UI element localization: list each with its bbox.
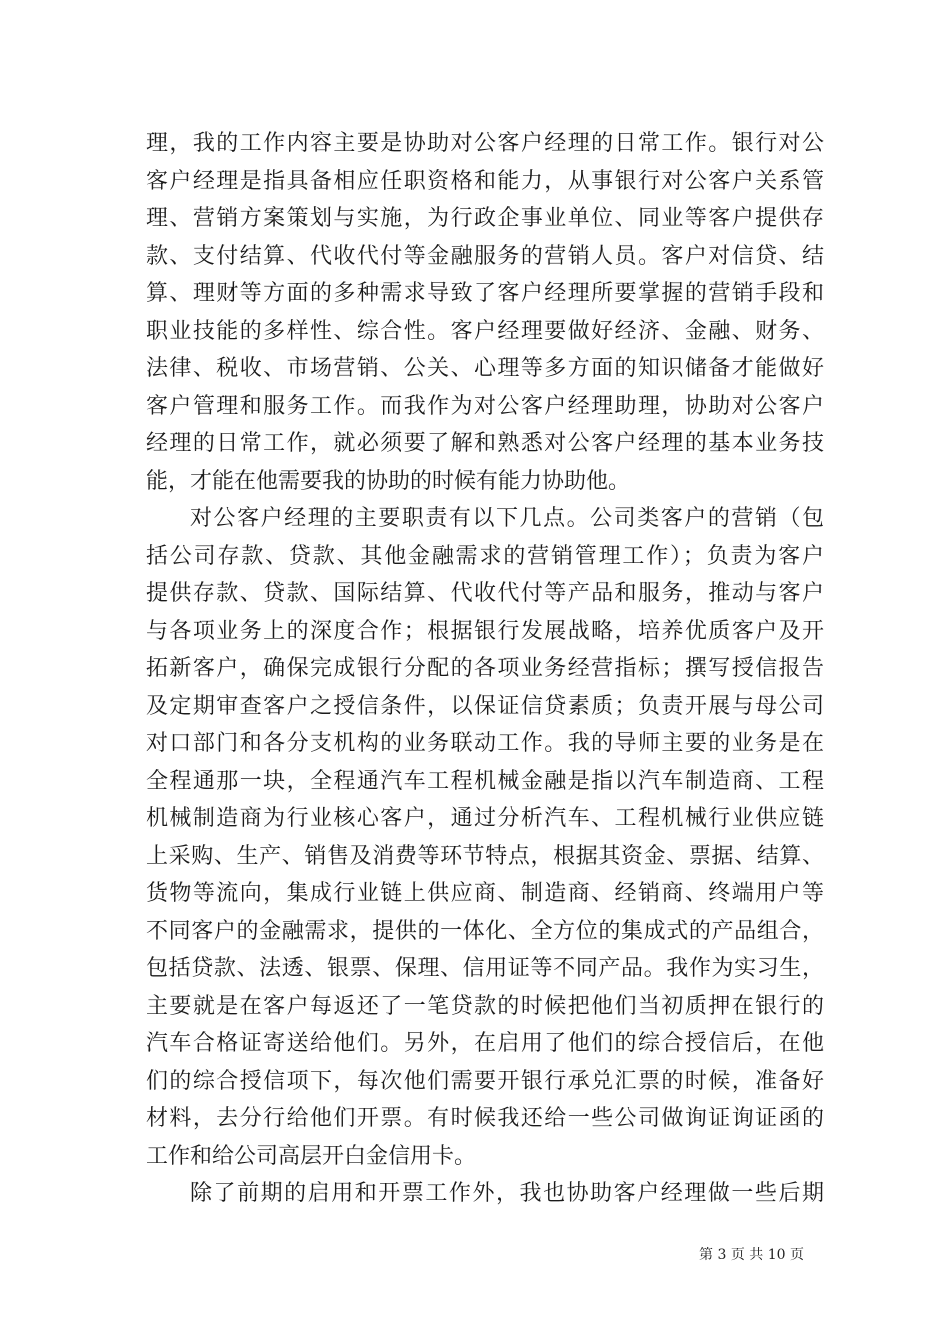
text-line: 工作和给公司高层开白金信用卡。: [146, 1143, 477, 1169]
text-line: 拓新客户，确保完成银行分配的各项业务经营指标；撰写授信报告: [146, 656, 824, 681]
text-line: 提供存款、贷款、国际结算、代收代付等产品和服务，推动与客户: [146, 581, 824, 606]
text-line: 客户管理和服务工作。而我作为对公客户经理助理，协助对公客户: [146, 393, 824, 419]
text-line: 对口部门和各分支机构的业务联动工作。我的导师主要的业务是在: [146, 731, 824, 756]
text-line: 主要就是在客户每返还了一笔贷款的时候把他们当初质押在银行的: [146, 993, 824, 1019]
text-line: 包括贷款、法透、银票、保理、信用证等不同产品。我作为实习生，: [146, 956, 824, 981]
text-line: 汽车合格证寄送给他们。另外，在启用了他们的综合授信后，在他: [146, 1031, 824, 1056]
text-line: 能，才能在他需要我的协助的时候有能力协助他。: [146, 468, 631, 494]
document-body: [146, 125, 824, 1213]
paragraph-3: [146, 1175, 824, 1213]
page-number: 第 3 页 共 10 页: [699, 1247, 804, 1263]
text-line: 除了前期的启用和开票工作外，我也协助客户经理做一些后期: [190, 1181, 824, 1206]
text-line: 职业技能的多样性、综合性。客户经理要做好经济、金融、财务、: [146, 318, 824, 344]
text-line: 经理的日常工作，就必须要了解和熟悉对公客户经理的基本业务技: [146, 431, 824, 456]
text-line: 客户经理是指具备相应任职资格和能力，从事银行对公客户关系管: [146, 168, 824, 194]
paragraph-1: [146, 125, 824, 500]
text-line: 法律、税收、市场营销、公关、心理等多方面的知识储备才能做好: [146, 356, 824, 381]
text-line: 与各项业务上的深度合作；根据银行发展战略，培养优质客户及开: [146, 618, 824, 644]
text-line: 款、支付结算、代收代付等金融服务的营销人员。客户对信贷、结: [146, 243, 824, 269]
text-line: 材料，去分行给他们开票。有时候我还给一些公司做询证询证函的: [146, 1106, 824, 1131]
text-line: 算、理财等方面的多种需求导致了客户经理所要掌握的营销手段和: [146, 281, 824, 306]
text-line: 货物等流向，集成行业链上供应商、制造商、经销商、终端用户等: [146, 881, 824, 906]
text-line: 对公客户经理的主要职责有以下几点。公司类客户的营销（包: [190, 506, 824, 531]
text-line: 机械制造商为行业核心客户，通过分析汽车、工程机械行业供应链: [146, 806, 824, 831]
text-line: 们的综合授信项下，每次他们需要开银行承兑汇票的时候，准备好: [146, 1068, 824, 1094]
text-line: 理、营销方案策划与实施，为行政企事业单位、同业等客户提供存: [146, 206, 824, 231]
text-line: 理，我的工作内容主要是协助对公客户经理的日常工作。银行对公: [146, 131, 824, 156]
text-line: 全程通那一块，全程通汽车工程机械金融是指以汽车制造商、工程: [146, 768, 824, 794]
text-line: 不同客户的金融需求，提供的一体化、全方位的集成式的产品组合，: [146, 918, 824, 944]
paragraph-2: [146, 500, 824, 1175]
text-line: 括公司存款、贷款、其他金融需求的营销管理工作）；负责为客户: [146, 543, 824, 569]
text-line: 上采购、生产、销售及消费等环节特点，根据其资金、票据、结算、: [146, 843, 824, 869]
text-line: 及定期审查客户之授信条件，以保证信贷素质；负责开展与母公司: [146, 693, 824, 719]
